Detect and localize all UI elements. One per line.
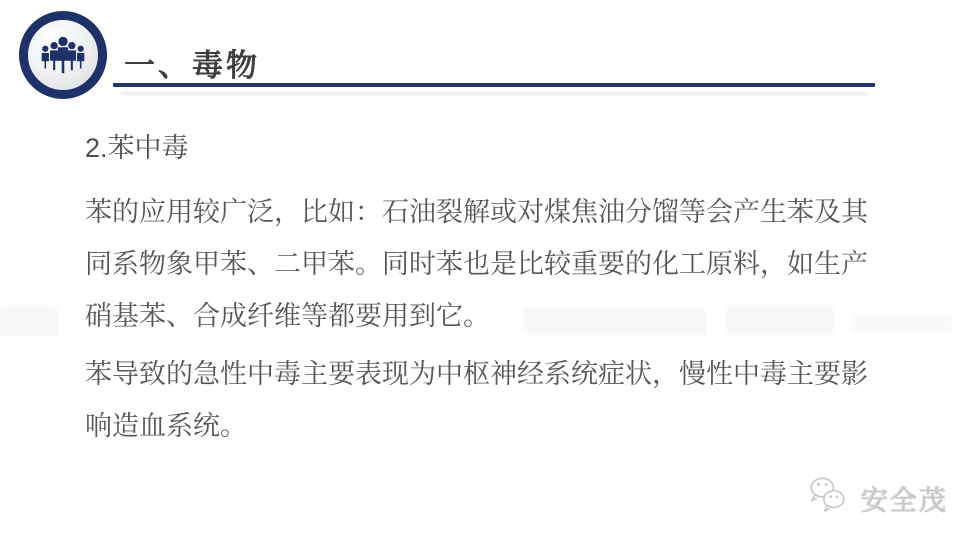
slide-body (85, 126, 915, 452)
brand-name: 安全茂 (861, 486, 948, 516)
paragraph-line: 硝基苯、合成纤维等都要用到它。 (85, 301, 490, 331)
page-title: 一、毒物 (124, 48, 260, 83)
paragraph-line: 苯导致的急性中毒主要表现为中枢神经系统症状，慢性中毒主要影 (85, 359, 868, 389)
watermark-smudge (0, 306, 58, 336)
paragraph-benzene-uses (85, 186, 915, 342)
section-heading: 2.苯中毒 (85, 133, 189, 163)
paragraph-benzene-symptoms (85, 348, 915, 452)
title-underline (113, 83, 875, 87)
paragraph-line: 响造血系统。 (85, 411, 247, 441)
paragraph-line: 苯的应用较广泛，比如：石油裂解或对煤焦油分馏等会产生苯及其 (85, 197, 868, 227)
title-underline-shadow (120, 92, 868, 95)
brand-mark (807, 473, 948, 524)
people-group-icon (19, 11, 107, 99)
wechat-icon (807, 473, 853, 524)
paragraph-line: 同系物象甲苯、二甲苯。同时苯也是比较重要的化工原料，如生产 (85, 249, 868, 279)
